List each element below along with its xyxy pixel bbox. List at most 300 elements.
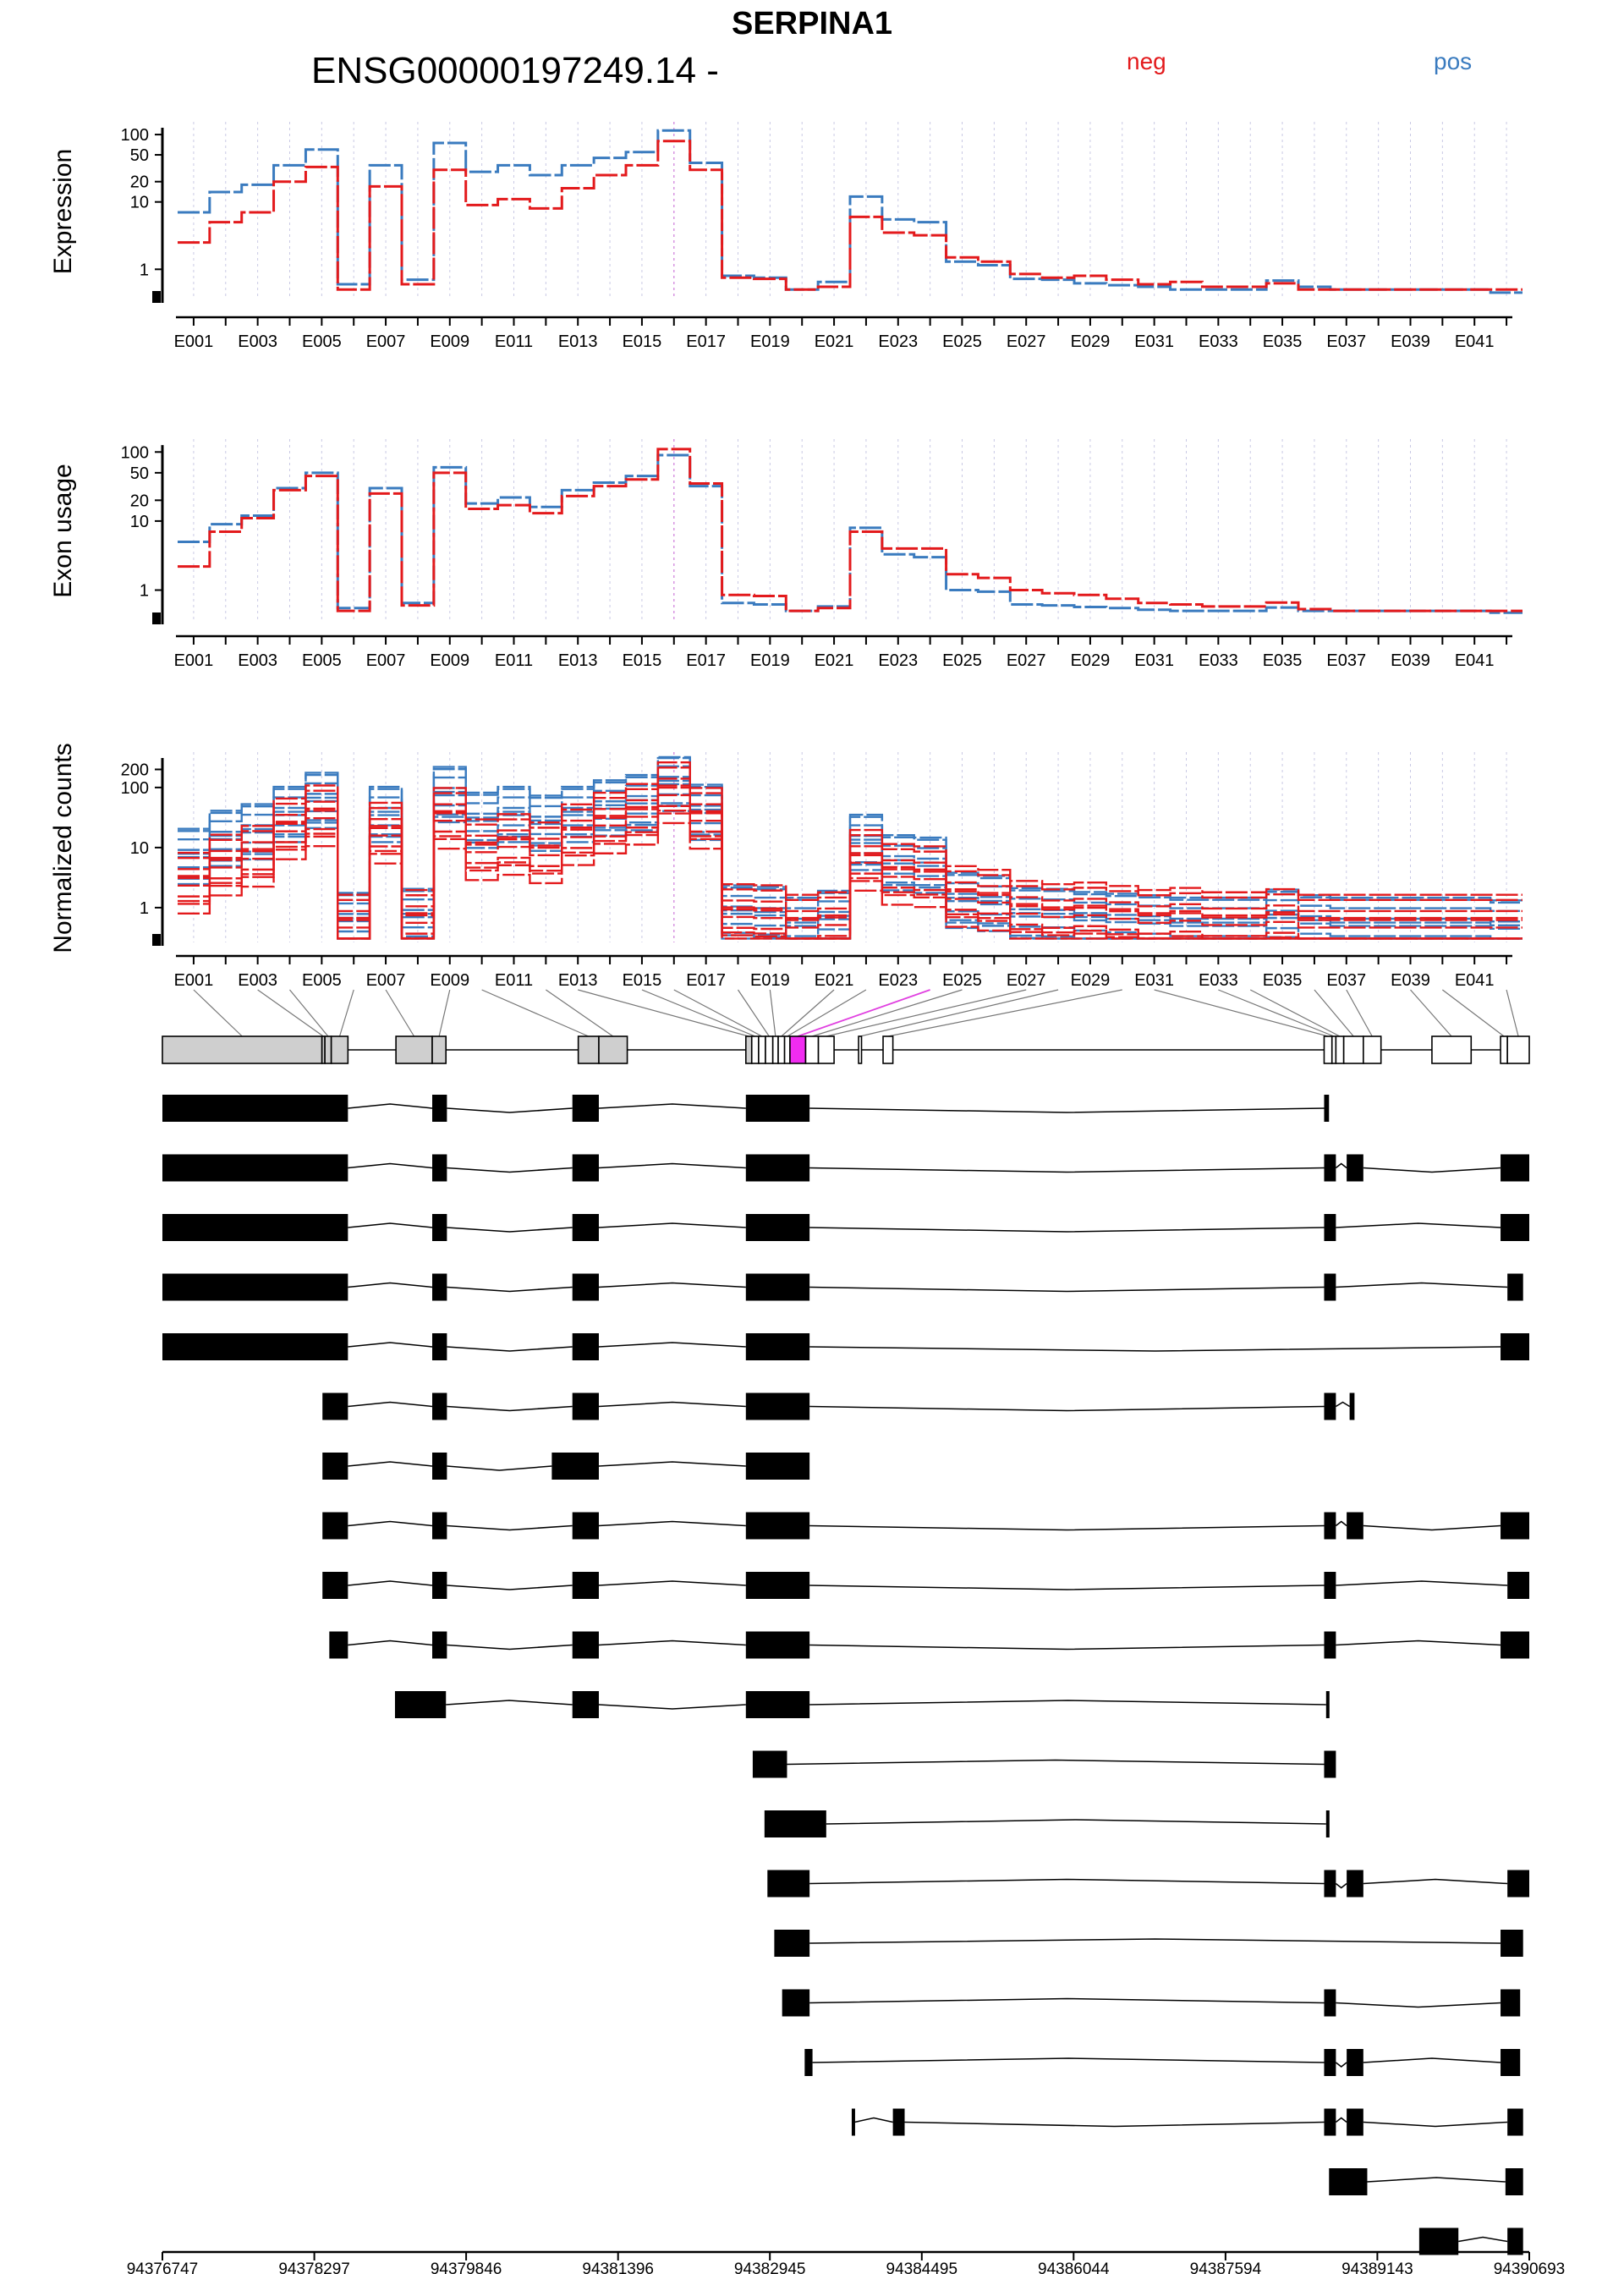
transcript-row (162, 1095, 1329, 1122)
transcript-exon (1324, 1870, 1336, 1898)
x-tick-label: E025 (942, 651, 982, 670)
genomic-tick-label: 94376747 (126, 2260, 199, 2274)
intron-line (447, 1526, 572, 1530)
transcript-exon (573, 1214, 599, 1241)
x-tick-label: E037 (1326, 332, 1367, 351)
exon-bin (432, 1036, 446, 1063)
intron-line (599, 1164, 746, 1168)
intron-line (599, 1462, 746, 1466)
exon-bin (883, 1036, 893, 1063)
transcript-exon (432, 1393, 447, 1420)
transcript-exon (1324, 1274, 1336, 1301)
intron-line (348, 1403, 432, 1407)
exon-bin (162, 1036, 322, 1063)
transcript-exon (1501, 1513, 1529, 1540)
exon-bin (759, 1036, 765, 1063)
expression-panel (49, 122, 1522, 351)
intron-line (348, 1522, 432, 1526)
transcript-exon (395, 1691, 446, 1718)
exon-connector-line (826, 990, 1026, 1036)
transcript-exon (1324, 1214, 1336, 1241)
transcript-exon (573, 1572, 599, 1599)
transcript-exon (1507, 1572, 1529, 1599)
transcript-exon (746, 1214, 809, 1241)
exon-bin (765, 1036, 773, 1063)
intron-line (854, 2118, 892, 2123)
transcript-exon (1501, 1632, 1529, 1659)
intron-line (447, 1108, 572, 1112)
x-tick-label: E019 (749, 332, 790, 351)
exon-bin (752, 1036, 759, 1063)
x-tick-label: E017 (686, 971, 727, 990)
intron-line (1336, 1283, 1507, 1288)
exon-connector-line (738, 990, 770, 1036)
intron-line (348, 1581, 432, 1585)
transcript-exon (804, 2049, 812, 2076)
exon-connector-line (439, 990, 450, 1036)
transcript-exon (767, 1870, 809, 1898)
x-tick-label: E015 (622, 651, 662, 670)
intron-line (599, 1641, 746, 1645)
exon-connector-line (194, 990, 242, 1036)
transcript-exon (1501, 1930, 1523, 1957)
y-tick-label: 20 (129, 173, 149, 192)
transcript-row (395, 1691, 1330, 1718)
transcript-exon (893, 2109, 905, 2136)
x-tick-label: E011 (494, 332, 534, 351)
y-tick-label: 1 (139, 581, 149, 601)
genomic-tick-label: 94378297 (278, 2260, 350, 2274)
intron-line (809, 1880, 1324, 1884)
transcript-exon (1501, 1333, 1529, 1360)
y-axis-label: Normalized counts (49, 743, 77, 953)
x-tick-label: E027 (1006, 651, 1046, 670)
intron-line (809, 1939, 1501, 1943)
genomic-tick-label: 94386044 (1038, 2260, 1110, 2274)
y-axis-break-mark (152, 291, 161, 303)
y-tick-label: 50 (129, 146, 149, 166)
exon-bin (1336, 1036, 1343, 1063)
transcript-exon (1347, 1870, 1363, 1898)
x-tick-label: E039 (1391, 332, 1430, 351)
transcript-row (322, 1572, 1529, 1599)
transcript-exon (432, 1274, 447, 1301)
x-tick-label: E039 (1391, 971, 1430, 990)
transcript-row (162, 1155, 1529, 1182)
intron-line (809, 1108, 1324, 1112)
y-tick-label: 10 (129, 512, 149, 531)
transcript-row (774, 1930, 1522, 1957)
intron-line (447, 1347, 572, 1351)
transcript-exon (432, 1095, 447, 1122)
intron-line (599, 1705, 746, 1709)
x-tick-label: E033 (1198, 651, 1238, 670)
transcript-exon (746, 1333, 809, 1360)
transcript-exon (1506, 2168, 1523, 2195)
exon-bin (599, 1036, 628, 1063)
transcript-exon (1324, 1095, 1329, 1122)
intron-line (447, 1288, 572, 1292)
exon-bin (579, 1036, 599, 1063)
exon-bin (805, 1036, 818, 1063)
transcript-exon (573, 1274, 599, 1301)
intron-line (813, 2058, 1325, 2063)
intron-line (599, 1522, 746, 1526)
transcript-row (753, 1751, 1336, 1778)
exon-connector-line (1506, 990, 1518, 1036)
exon-connector-line (1411, 990, 1452, 1036)
x-tick-label: E017 (686, 651, 727, 670)
transcript-row (852, 2109, 1523, 2136)
transcript-exon (852, 2109, 855, 2136)
transcript-exon (1347, 1513, 1363, 1540)
exon-bin (1363, 1036, 1381, 1063)
transcript-exon (551, 1453, 599, 1480)
genomic-tick-label: 94384495 (886, 2260, 958, 2274)
intron-line (447, 1228, 572, 1232)
gene-model-panel (127, 990, 1566, 2274)
transcript-exon (162, 1333, 348, 1360)
x-tick-label: E035 (1262, 332, 1303, 351)
intron-line (809, 1526, 1324, 1530)
exon-bin (396, 1036, 432, 1063)
transcript-exon (746, 1393, 809, 1420)
exon-bin (785, 1036, 790, 1063)
exon-connector-line (812, 990, 962, 1036)
transcript-row (322, 1453, 809, 1480)
intron-line (809, 1700, 1326, 1705)
transcript-exon (746, 1513, 809, 1540)
y-tick-label: 100 (120, 443, 149, 463)
transcript-exon (1324, 1751, 1336, 1778)
intron-line (809, 1407, 1324, 1411)
intron-line (1367, 2178, 1505, 2182)
transcript-exon (1324, 2109, 1336, 2136)
transcript-exon (1324, 1632, 1336, 1659)
intron-line (1336, 1641, 1501, 1645)
x-tick-label: E007 (365, 651, 406, 670)
exon-bin (778, 1036, 785, 1063)
x-tick-label: E035 (1262, 971, 1303, 990)
intron-line (446, 1700, 572, 1705)
transcript-exon (746, 1632, 809, 1659)
transcript-exon (432, 1453, 447, 1480)
intron-line (809, 1347, 1501, 1351)
x-tick-label: E031 (1134, 971, 1175, 990)
intron-line (1336, 1522, 1347, 1526)
transcript-exon (746, 1572, 809, 1599)
intron-line (1363, 1526, 1501, 1530)
transcript-exon (432, 1572, 447, 1599)
x-tick-label: E011 (494, 651, 534, 670)
exon-bin (325, 1036, 332, 1063)
exon-connector-line (642, 990, 755, 1036)
x-tick-label: E003 (238, 971, 278, 990)
intron-line (809, 1585, 1324, 1590)
intron-line (348, 1462, 432, 1466)
transcript-row (322, 1513, 1529, 1540)
transcript-exon (746, 1095, 809, 1122)
intron-line (809, 1168, 1324, 1173)
transcript-exon (1324, 1513, 1336, 1540)
transcript-row (1329, 2168, 1522, 2195)
intron-line (599, 1283, 746, 1288)
x-tick-label: E021 (814, 971, 854, 990)
transcript-row (782, 1990, 1521, 2017)
x-tick-label: E013 (557, 971, 598, 990)
exon-bin (859, 1036, 861, 1063)
transcript-exon (329, 1632, 348, 1659)
x-tick-label: E005 (301, 651, 342, 670)
exon-usage-panel (49, 439, 1522, 670)
transcript-row (162, 1333, 1529, 1360)
intron-line (447, 1407, 572, 1411)
x-tick-label: E041 (1454, 971, 1495, 990)
transcript-exon (162, 1214, 348, 1241)
transcript-exon (1347, 2049, 1363, 2076)
x-tick-label: E031 (1134, 651, 1175, 670)
y-tick-label: 200 (120, 761, 149, 780)
x-tick-label: E041 (1454, 651, 1495, 670)
x-tick-label: E029 (1070, 971, 1111, 990)
normalized-counts-panel (49, 743, 1522, 990)
x-tick-label: E005 (301, 971, 342, 990)
intron-line (348, 1283, 432, 1288)
intron-line (905, 2123, 1325, 2127)
x-tick-label: E033 (1198, 971, 1238, 990)
intron-line (447, 1466, 551, 1470)
x-tick-label: E023 (878, 332, 919, 351)
gene-id-label: ENSG00000197249.14 - (311, 50, 719, 91)
intron-line (348, 1223, 432, 1228)
transcript-exon (573, 1632, 599, 1659)
x-tick-label: E041 (1454, 332, 1495, 351)
intron-line (1336, 1581, 1507, 1585)
intron-line (1363, 1168, 1501, 1173)
intron-line (1363, 1880, 1507, 1884)
transcript-exon (1329, 2168, 1367, 2195)
legend-pos: pos (1434, 48, 1473, 74)
exon-connector-line (340, 990, 354, 1036)
transcript-row (1419, 2228, 1523, 2255)
transcript-exon (573, 1095, 599, 1122)
transcript-exon (432, 1632, 447, 1659)
x-tick-label: E039 (1391, 651, 1430, 670)
genomic-tick-label: 94379846 (430, 2260, 502, 2274)
transcript-exon (162, 1274, 348, 1301)
x-tick-label: E009 (430, 971, 470, 990)
intron-line (787, 1760, 1324, 1765)
transcript-row (162, 1214, 1529, 1241)
transcript-exon (573, 1393, 599, 1420)
transcript-exon (573, 1333, 599, 1360)
genomic-tick-label: 94390693 (1493, 2260, 1566, 2274)
transcript-row (765, 1810, 1330, 1837)
transcript-exon (1419, 2228, 1458, 2255)
genomic-tick-label: 94387594 (1189, 2260, 1262, 2274)
y-axis-label: Expression (49, 148, 77, 275)
transcript-exon (322, 1453, 348, 1480)
x-tick-label: E029 (1070, 651, 1111, 670)
transcript-row (804, 2049, 1520, 2076)
x-tick-label: E007 (365, 971, 406, 990)
intron-line (348, 1343, 432, 1347)
transcript-exon (1507, 2109, 1523, 2136)
x-tick-label: E025 (942, 971, 982, 990)
genomic-tick-label: 94389143 (1341, 2260, 1413, 2274)
intron-line (447, 1645, 572, 1650)
transcript-exon (1347, 2109, 1363, 2136)
x-tick-label: E013 (557, 332, 598, 351)
x-tick-label: E015 (622, 332, 662, 351)
transcript-exon (765, 1810, 826, 1837)
exon-connector-line (888, 990, 1122, 1036)
intron-line (1336, 2003, 1501, 2008)
intron-line (1336, 1223, 1501, 1228)
transcript-exon (746, 1691, 809, 1718)
intron-line (599, 1343, 746, 1347)
transcript-row (767, 1870, 1529, 1898)
y-tick-label: 100 (120, 126, 149, 146)
x-tick-label: E003 (238, 332, 278, 351)
intron-line (447, 1585, 572, 1590)
exon-connector-line (1347, 990, 1372, 1036)
genomic-tick-label: 94382945 (733, 2260, 806, 2274)
transcript-exon (432, 1513, 447, 1540)
x-tick-label: E025 (942, 332, 982, 351)
intron-line (599, 1581, 746, 1585)
exon-connector-line (1155, 990, 1328, 1036)
intron-line (826, 1820, 1326, 1824)
intron-line (1458, 2238, 1507, 2242)
transcript-exon (1501, 1214, 1529, 1241)
x-tick-label: E017 (686, 332, 727, 351)
x-tick-label: E019 (749, 971, 790, 990)
exon-connector-line (770, 990, 776, 1036)
transcript-row (329, 1632, 1529, 1659)
chart-title: SERPINA1 (731, 6, 893, 41)
exon-connector-line (1442, 990, 1504, 1036)
x-tick-label: E001 (173, 971, 214, 990)
exon-bin (332, 1036, 348, 1063)
intron-line (348, 1104, 432, 1108)
intron-line (1336, 1164, 1347, 1168)
intron-line (809, 1645, 1324, 1650)
transcript-exon (1507, 1274, 1523, 1301)
x-tick-label: E037 (1326, 651, 1367, 670)
transcript-exon (1507, 2228, 1523, 2255)
x-tick-label: E021 (814, 332, 854, 351)
x-tick-label: E033 (1198, 332, 1238, 351)
x-tick-label: E023 (878, 971, 919, 990)
transcript-exon (162, 1095, 348, 1122)
transcript-exon (1507, 1870, 1529, 1898)
intron-line (809, 1288, 1324, 1292)
y-axis-label: Exon usage (49, 464, 77, 598)
transcript-exon (1324, 1572, 1336, 1599)
x-tick-label: E009 (430, 332, 470, 351)
exon-bin (746, 1036, 752, 1063)
exon-bin (1501, 1036, 1507, 1063)
exon-bin (1432, 1036, 1471, 1063)
transcript-exon (746, 1274, 809, 1301)
exon-connector-line (290, 990, 328, 1036)
x-tick-label: E027 (1006, 332, 1046, 351)
transcript-exon (1326, 1691, 1330, 1718)
intron-line (1336, 1403, 1349, 1407)
y-tick-label: 20 (129, 492, 149, 511)
intron-line (1336, 2063, 1347, 2067)
y-axis-break-mark (152, 934, 161, 946)
exon-connector-line (386, 990, 414, 1036)
exon-bin (1507, 1036, 1529, 1063)
x-tick-label: E011 (494, 971, 534, 990)
transcript-exon (1324, 1155, 1336, 1182)
x-tick-label: E013 (557, 651, 598, 670)
transcript-exon (782, 1990, 809, 2017)
transcript-exon (573, 1691, 599, 1718)
transcript-row (322, 1393, 1354, 1420)
transcript-exon (1324, 1990, 1336, 2017)
transcript-exon (432, 1333, 447, 1360)
x-tick-label: E007 (365, 332, 406, 351)
x-tick-label: E027 (1006, 971, 1046, 990)
exon-connector-line (258, 990, 324, 1036)
intron-line (1336, 2118, 1347, 2123)
intron-line (1363, 2058, 1501, 2063)
exon-bin (773, 1036, 778, 1063)
y-axis-break-mark (152, 612, 161, 624)
transcript-row (162, 1274, 1523, 1301)
x-tick-label: E003 (238, 651, 278, 670)
transcript-exon (573, 1513, 599, 1540)
exon-connector-line (674, 990, 762, 1036)
transcript-exon (1350, 1393, 1355, 1420)
transcript-exon (573, 1155, 599, 1182)
intron-line (1363, 2123, 1507, 2127)
legend-neg: neg (1127, 48, 1166, 74)
intron-line (599, 1403, 746, 1407)
x-tick-label: E031 (1134, 332, 1175, 351)
x-tick-label: E023 (878, 651, 919, 670)
x-tick-label: E019 (749, 651, 790, 670)
transcript-exon (1501, 2049, 1520, 2076)
transcript-exon (774, 1930, 809, 1957)
x-tick-label: E021 (814, 651, 854, 670)
intron-line (348, 1641, 432, 1645)
intron-line (809, 1228, 1324, 1232)
exon-bin (1324, 1036, 1331, 1063)
y-tick-label: 50 (129, 464, 149, 483)
intron-line (348, 1164, 432, 1168)
transcript-exon (746, 1453, 809, 1480)
transcript-exon (1324, 2049, 1336, 2076)
transcript-exon (1326, 1810, 1330, 1837)
x-tick-label: E005 (301, 332, 342, 351)
transcript-exon (746, 1155, 809, 1182)
intron-line (599, 1223, 746, 1228)
y-tick-label: 10 (129, 838, 149, 858)
x-tick-label: E001 (173, 332, 214, 351)
transcript-exon (1501, 1990, 1520, 2017)
exon-bin (1344, 1036, 1363, 1063)
transcript-exon (753, 1751, 787, 1778)
x-tick-label: E029 (1070, 332, 1111, 351)
y-tick-label: 100 (120, 778, 149, 798)
x-tick-label: E035 (1262, 651, 1303, 670)
exon-connector-line (1314, 990, 1353, 1036)
exon-connector-line (1250, 990, 1340, 1036)
